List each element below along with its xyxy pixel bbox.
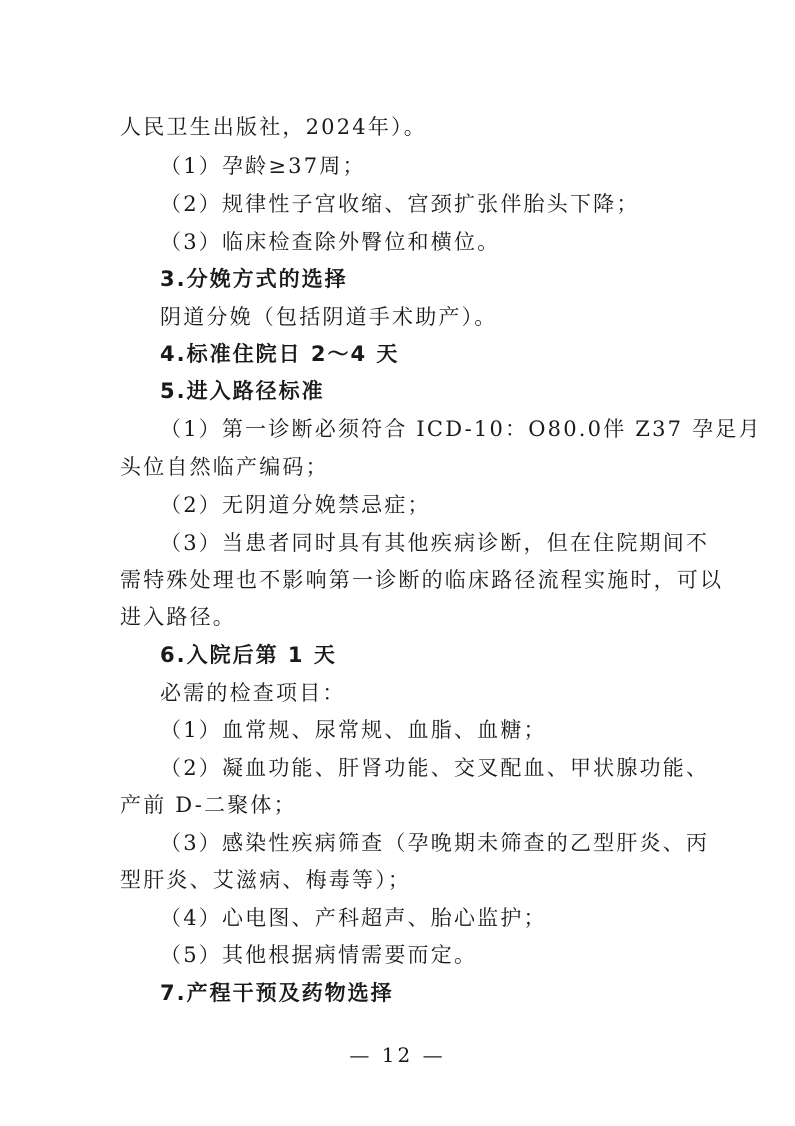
text-line: 型肝炎、艾滋病、梅毒等）； (120, 868, 412, 892)
list-item: （3）感染性疾病筛查（孕晚期未筛查的乙型肝炎、丙 (160, 831, 710, 855)
section-heading: 6.入院后第 1 天 (160, 643, 337, 667)
text-line: 头位自然临产编码； (120, 455, 329, 479)
list-item: （2）无阴道分娩禁忌症； (160, 493, 431, 517)
list-item: （2）凝血功能、肝肾功能、交叉配血、甲状腺功能、 (160, 756, 710, 780)
page-number: — 12 — (349, 1043, 446, 1067)
text-line: 人民卫生出版社，2024年）。 (120, 115, 427, 139)
list-item: （5）其他根据病情需要而定。 (160, 943, 478, 967)
text-line: 产前 D-二聚体； (120, 793, 297, 817)
list-item: （4）心电图、产科超声、胎心监护； (160, 906, 547, 930)
section-heading: 5.进入路径标准 (160, 379, 325, 403)
text-line: 进入路径。 (120, 605, 236, 629)
list-item: （1）第一诊断必须符合 ICD-10：O80.0伴 Z37 孕足月 (160, 417, 762, 441)
text-line: 需特殊处理也不影响第一诊断的临床路径流程实施时，可以 (120, 568, 724, 592)
text-line: 必需的检查项目： (160, 681, 346, 705)
section-heading: 7.产程干预及药物选择 (160, 981, 394, 1005)
section-heading: 3.分娩方式的选择 (160, 267, 348, 291)
list-item: （2）规律性子宫收缩、宫颈扩张伴胎头下降； (160, 192, 640, 216)
list-item: （3）当患者同时具有其他疾病诊断，但在住院期间不 (160, 531, 710, 555)
list-item: （3）临床检查除外臀位和横位。 (160, 230, 501, 254)
section-heading: 4.标准住院日 2～4 天 (160, 342, 400, 366)
list-item: （1）血常规、尿常规、血脂、血糖； (160, 718, 547, 742)
text-line: 阴道分娩（包括阴道手术助产）。 (160, 305, 498, 329)
list-item: （1）孕龄≥37周； (160, 154, 366, 178)
